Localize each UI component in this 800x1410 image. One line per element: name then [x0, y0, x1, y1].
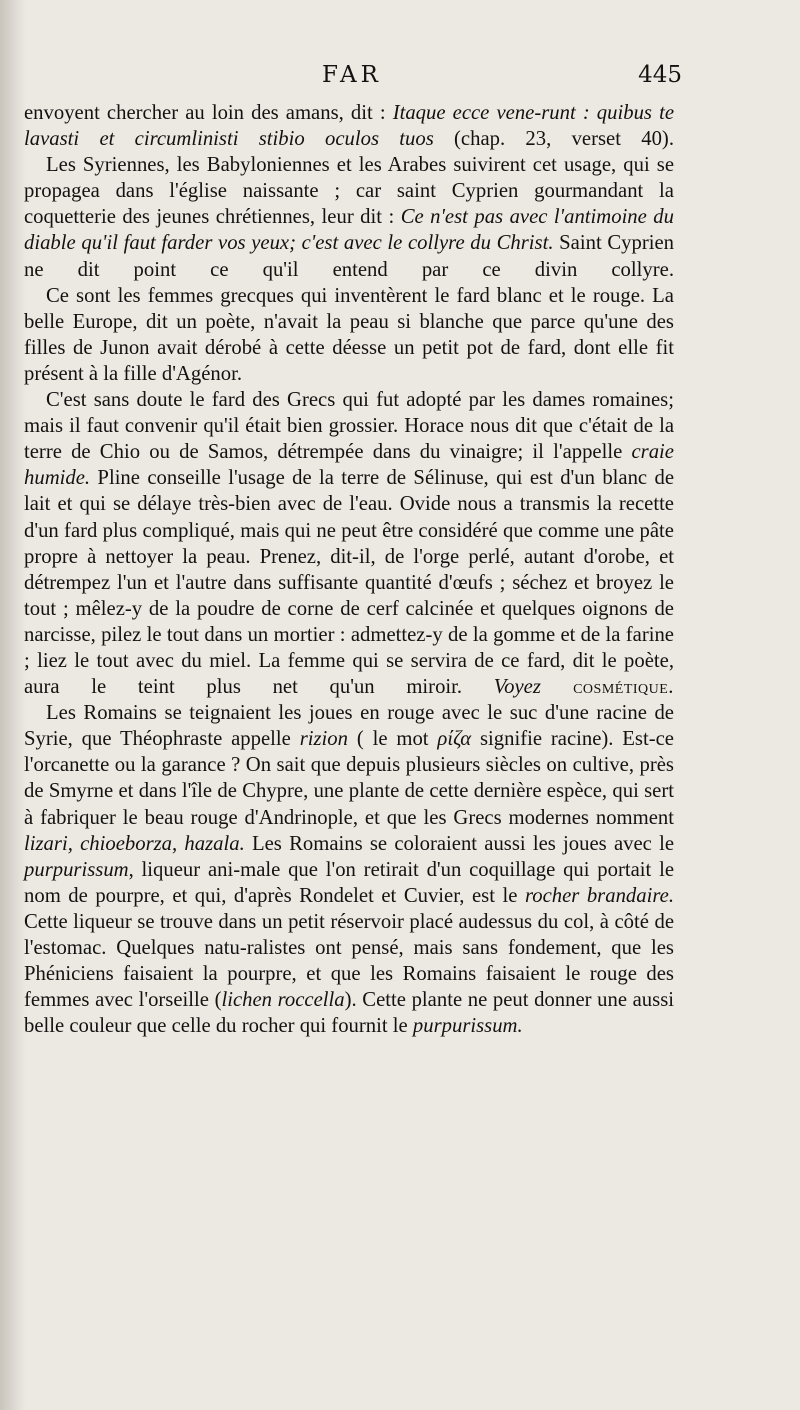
article-body [24, 100, 674, 1039]
page-number: 445 [638, 62, 682, 88]
text-run: envoyent chercher au loin des amans, dit : [24, 102, 393, 124]
italic-term: lichen roccella [221, 989, 345, 1012]
text-run: Saint Cyprien ne dit point ce qu'il entend par ce divin collyre. [24, 232, 674, 281]
paragraph [24, 152, 674, 282]
italic-term: purpurissum. [412, 1015, 523, 1038]
text-run: ( le mot [348, 728, 438, 751]
cross-reference-label: Voyez [493, 676, 541, 699]
text-run: C'est sans doute le fard des Grecs qui fut adopté par les dames romaines; mais il faut convenir qu'il était bien grossier. Horace nous dit que c'était de la terre de Chio ou de Samos, détrempée dans du vinaigre; il l'appelle [24, 389, 674, 464]
latin-quotation: Itaque ecce vene-runt : quibus te lavasti et circumlinisti stibio oculos tuos [24, 102, 674, 151]
text-run: Les Romains se coloraient aussi les joues avec le [244, 832, 674, 855]
text-run: Les Syriennes, les Babyloniennes et les Arabes suivirent cet usage, qui se propagea dans l'église naissante ; car saint Cyprien gourmandant la coquetterie des jeunes chrétiennes, leur dit : [24, 154, 674, 229]
text-run: signifie racine). Est-ce l'orcanette ou la garance ? On sait que depuis plusieurs siècles on cultive, près de Smyrne et dans l'île de Chypre, une plante de cette dernière espèce, qui sert à fabriquer le beau rouge d'Andrinople, et que les Grecs modernes nomment [24, 728, 674, 829]
running-head: FAR [322, 62, 382, 88]
page-header [22, 62, 682, 96]
paragraph [24, 387, 674, 700]
page-gutter-shadow [0, 0, 26, 1410]
italic-term: purpurissum [24, 858, 129, 881]
italic-term: craie humide. [24, 441, 674, 490]
paragraph [24, 700, 674, 1039]
greek-word: ρίζα [437, 728, 472, 751]
quotation: Ce n'est pas avec l'antimoine du diable qu'il faut farder vos yeux; c'est avec le collyre du Christ. [24, 206, 674, 255]
italic-term: rocher brandaire. [524, 884, 674, 907]
paragraph [24, 283, 674, 387]
text-run: Pline conseille l'usage de la terre de Sélinuse, qui est d'un blanc de lait et qui se délaye très-bien avec de l'eau. Ovide nous a transmis la recette d'un fard plus compliqué, mais qui ne peut être considéré que comme une pâte propre à nettoyer la peau. Prenez, dit-il, de l'orge perlé, autant d'orobe, et détrempez l'un et l'autre dans suffisante quantité d'œufs ; séchez et broyez le tout ; mêlez-y de la poudre de corne de cerf calcinée et quelques oignons de narcisse, pilez le tout dans un mortier : admettez-y de la gomme et de la farine ; liez le tout avec du miel. La femme qui se servira de ce fard, dit le poète, aura le teint plus net qu'un miroir. [24, 467, 674, 699]
text-run: ). Cette plante ne peut donner une aussi belle couleur que celle du rocher qui fournit le [24, 989, 674, 1038]
text-run: Ce sont les femmes grecques qui inventèrent le fard blanc et le rouge. La belle Europe, dit un poète, n'avait la peau si blanche que parce qu'une des filles de Junon avait dérobé à cette déesse un petit pot de fard, dont elle fit présent à la fille d'Agénor. [24, 284, 674, 385]
text-run: (chap. 23, verset 40). [433, 128, 674, 151]
text-run: Les Romains se teignaient les joues en rouge avec le suc d'une racine de Syrie, que Théophraste appelle [24, 702, 674, 751]
cross-reference-target: cosmétique. [540, 676, 674, 699]
text-run: Cette liqueur se trouve dans un petit réservoir placé audessus du col, à côté de l'estomac. Quelques natu-ralistes ont pensé, mais sans fondement, que les Phéniciens faisaient la pourpre, et que les Romains faisaient le rouge des femmes avec l'orseille ( [24, 910, 674, 1012]
italic-term: lizari, chioeborza, hazala. [24, 832, 245, 855]
italic-term: rizion [299, 728, 348, 751]
text-run: , liqueur ani-male que l'on retirait d'un coquillage qui portait le nom de pourpre, et qui, d'après Rondelet et Cuvier, est le [24, 858, 674, 907]
paragraph [24, 100, 674, 152]
